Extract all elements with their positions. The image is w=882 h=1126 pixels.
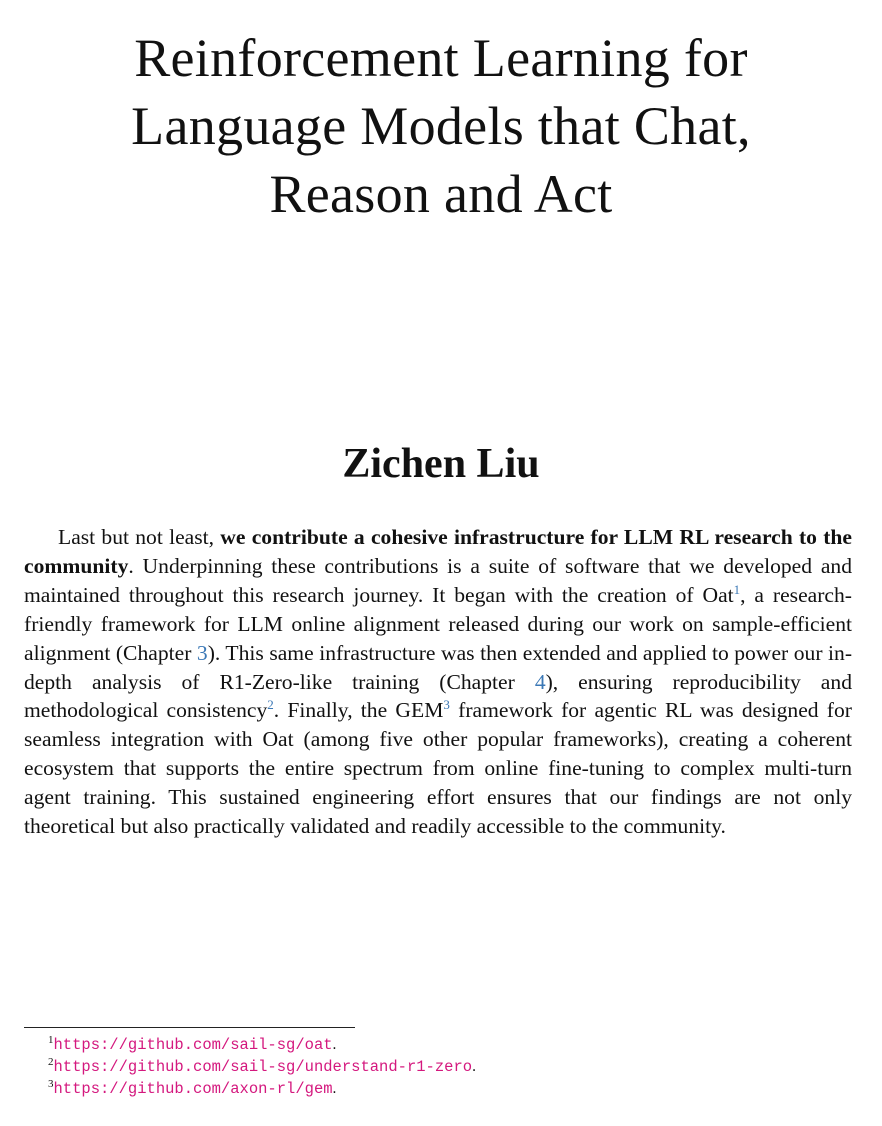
paragraph-text: , a research-friendly framework for LLM online alignment released during our work on sample-efficient alignment (Chapter	[24, 582, 853, 665]
contribution-paragraph	[24, 523, 852, 841]
paragraph-emphasis: we contribute a cohesive infrastructure for LLM RL research to the community	[24, 525, 852, 578]
footnote-ref-2[interactable]: 2	[267, 697, 274, 713]
title-line-1: Reinforcement Learning for	[134, 28, 748, 88]
paragraph-text: framework for agentic RL was designed for seamless integration with Oat (among five other popular frameworks), creating a coherent ecosystem that supports the entire spectrum from online fine-tuning to complex multi-turn agent training. This sustained engineering effort ensures that our findings are not only theoretical but also practically validated and readily accessible to the community.	[24, 698, 852, 839]
title-line-3: Reason and Act	[269, 164, 613, 224]
footnote-suffix: .	[332, 1080, 337, 1097]
footnote-url-link[interactable]: https://github.com/sail-sg/understand-r1-zero	[53, 1058, 473, 1076]
footnote-suffix: .	[472, 1058, 476, 1075]
footnote-1	[48, 1034, 848, 1056]
paragraph-text: . Underpinning these contributions is a suite of software that we developed and maintained throughout this research journey. It began with the creation of Oat	[24, 553, 852, 607]
paragraph-text: ). This same infrastructure was then extended and applied to power our in-depth analysis of R1-Zero-like training (Chapter	[24, 640, 853, 694]
footnote-number: 1	[48, 1034, 54, 1046]
footnote-2	[48, 1056, 848, 1078]
footnote-number: 3	[48, 1078, 54, 1090]
footnotes	[48, 1034, 848, 1100]
footnote-number: 2	[48, 1056, 54, 1068]
footnote-ref-1[interactable]: 1	[733, 581, 741, 597]
footnote-ref-3[interactable]: 3	[443, 697, 450, 713]
footnote-url-link[interactable]: https://github.com/sail-sg/oat	[53, 1036, 333, 1054]
footnote-url-link[interactable]: https://github.com/axon-rl/gem	[53, 1080, 333, 1098]
thesis-title	[40, 24, 842, 228]
paragraph-text: . Finally, the GEM	[273, 698, 444, 723]
chapter-3-link[interactable]: 3	[196, 640, 208, 665]
footnote-divider	[24, 1027, 355, 1028]
footnote-3	[48, 1078, 848, 1100]
footnote-suffix: .	[332, 1036, 337, 1053]
author-name: Zichen Liu	[342, 441, 540, 487]
paragraph-text: Last but not least,	[58, 525, 221, 549]
chapter-4-link[interactable]: 4	[534, 669, 546, 694]
title-line-2: Language Models that Chat,	[131, 96, 751, 156]
paragraph-text: ), ensuring reproducibility and methodological consistency	[24, 669, 852, 723]
